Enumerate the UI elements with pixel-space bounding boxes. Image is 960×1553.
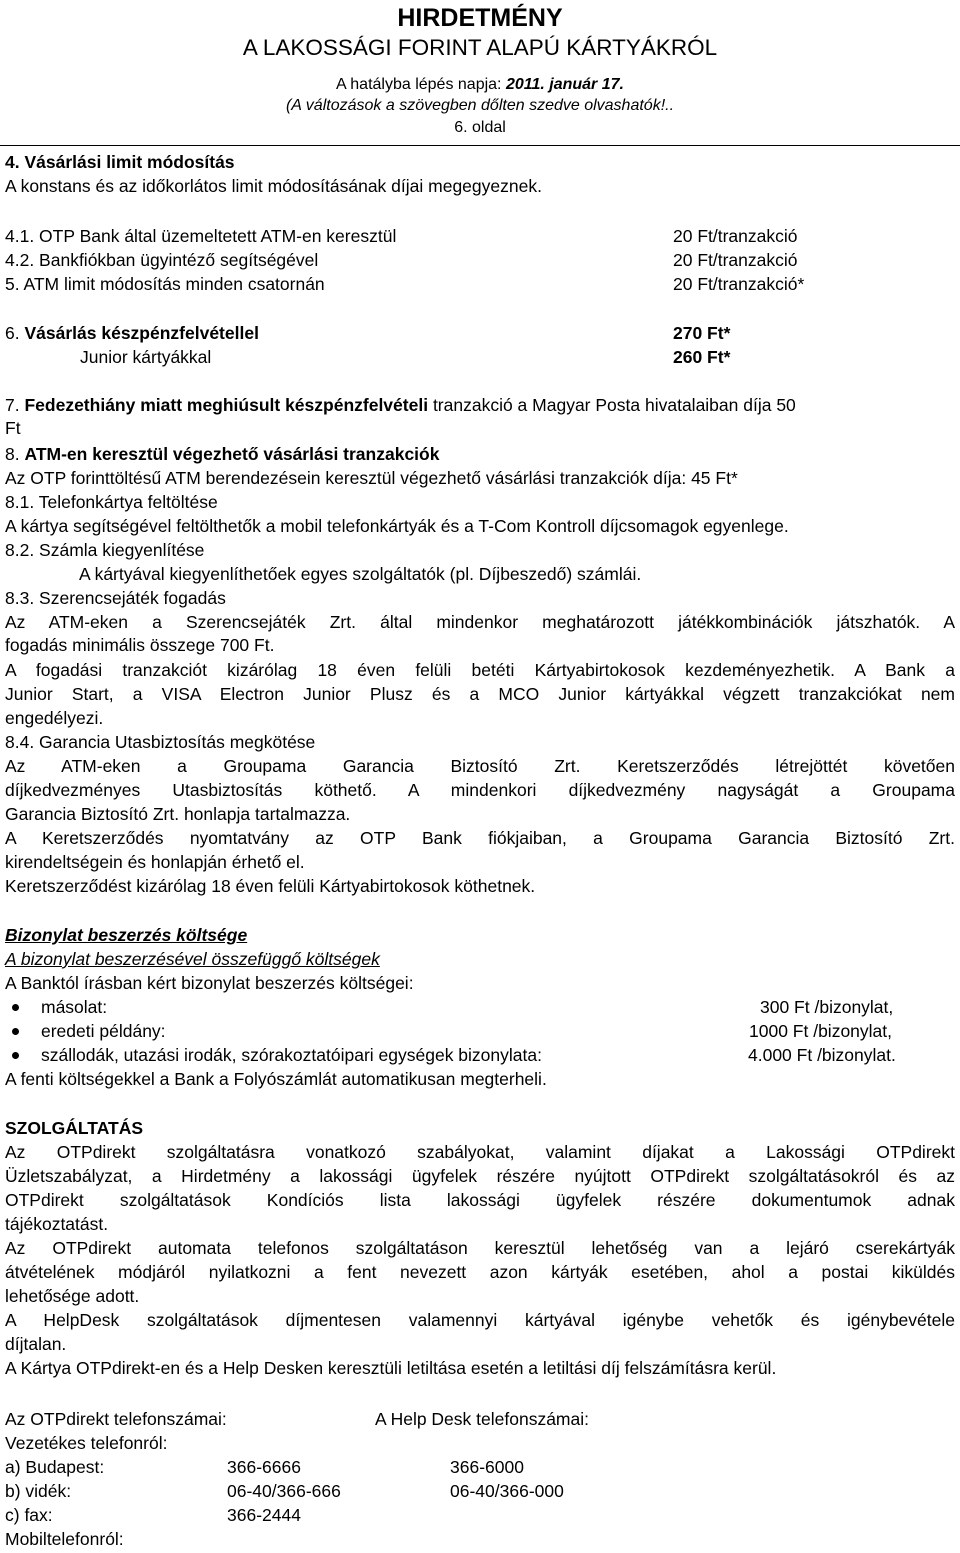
s7-bold-text: Fedezethiány miatt meghiúsult készpénzfelvételi <box>24 395 429 415</box>
effective-date-label: A hatályba lépés napja: <box>336 76 502 93</box>
s7-number: 7. <box>5 395 20 415</box>
s8-heading-line <box>5 443 439 465</box>
s4-heading: 4. Vásárlási limit módosítás <box>5 152 235 172</box>
receipt-subheading: A bizonylat beszerzésével összefüggő költségek <box>5 949 380 969</box>
s84-p2-line-1: A Keretszerződés nyomtatvány az OTP Bank fiókjaiban, a Groupama Garancia Biztosító Zrt. <box>5 828 955 848</box>
s83-p2-line-2: Junior Start, a VISA Electron Junior Plusz és a MCO Junior kártyákkal végzett tranzakciókat nem <box>5 684 955 704</box>
bullet-icon <box>12 1004 19 1011</box>
receipt-item-1-label: másolat: <box>41 997 108 1017</box>
phone-row-videk-help: 06-40/366-000 <box>450 1481 564 1501</box>
s8-description: Az OTP forinttöltésű ATM berendezésein keresztül végezhető vásárlási tranzakciók díja: 45 Ft* <box>5 468 738 488</box>
page-subtitle: A LAKOSSÁGI FORINT ALAPÚ KÁRTYÁKRÓL <box>242 35 718 60</box>
service-p1-line-1: Az OTPdirekt szolgáltatásra vonatkozó szabályokat, valamint díjakat a Lakossági OTPdirekt <box>5 1142 955 1162</box>
change-note-line <box>0 96 960 116</box>
service-p1-line-4: tájékoztatást. <box>5 1214 109 1234</box>
s6-value: 270 Ft* <box>673 323 731 343</box>
helpdesk-phones-header: A Help Desk telefonszámai: <box>375 1409 589 1429</box>
receipt-footer: A fenti költségekkel a Bank a Folyószámlát automatikusan megterheli. <box>5 1069 547 1089</box>
service-p1-line-2: Üzletszabályzat, a Hirdetmény a lakossági ügyfelek részére nyújtott OTPdirekt szolgáltatásokról és az <box>5 1166 955 1186</box>
s5-value: 20 Ft/tranzakció* <box>673 274 805 294</box>
service-p2-line-2: átvételének módjáról nyilatkozni a fent nevezett azon kártyák esetében, ahol a postai kiküldés <box>5 1262 955 1282</box>
receipt-item-3-label: szállodák, utazási irodák, szórakoztatóipari egységek bizonylata: <box>41 1045 542 1065</box>
s7-line-2: Ft <box>5 418 21 438</box>
s84-p1-line-3: Garancia Biztosító Zrt. honlapja tartalmazza. <box>5 804 351 824</box>
s83-heading: 8.3. Szerencsejáték fogadás <box>5 588 226 608</box>
s6-label-line <box>5 322 259 344</box>
service-p3-line-2: díjtalan. <box>5 1334 67 1354</box>
service-p3-line-1: A HelpDesk szolgáltatások díjmentesen valamennyi kártyával igénybe vehetők és igénybevétele <box>5 1310 955 1330</box>
bullet-icon <box>12 1052 19 1059</box>
s6-label: Vásárlás készpénzfelvétellel <box>24 323 259 343</box>
service-p2-line-3: lehetősége adott. <box>5 1286 140 1306</box>
phone-row-videk-label: b) vidék: <box>5 1481 72 1501</box>
change-note-suffix: . <box>669 97 675 114</box>
phone-row-fax-label: c) fax: <box>5 1505 53 1525</box>
phone-row-budapest-label: a) Budapest: <box>5 1457 105 1477</box>
s7-line <box>5 394 796 416</box>
otpdirekt-phones-header: Az OTPdirekt telefonszámai: <box>5 1409 227 1429</box>
page-title: HIRDETMÉNY <box>397 4 563 32</box>
phone-row-budapest-help: 366-6000 <box>450 1457 524 1477</box>
s4-row-1-label: 4.1. OTP Bank által üzemeltetett ATM-en keresztül <box>5 226 397 246</box>
change-note: (A változások a szövegben dőlten szedve olvashatók!. <box>285 97 670 114</box>
effective-date-line <box>0 75 960 95</box>
s4-description: A konstans és az időkorlátos limit módosításának díjai megegyeznek. <box>5 176 542 196</box>
s82-heading: 8.2. Számla kiegyenlítése <box>5 540 205 560</box>
s6-junior-label: Junior kártyákkal <box>80 347 212 367</box>
receipt-item-1-value: 300 Ft /bizonylat, <box>760 997 894 1017</box>
service-p1-line-3: OTPdirekt szolgáltatások Kondíciós lista lakossági ügyfelek részére dokumentumok adnak <box>5 1190 955 1210</box>
receipt-item-3-value: 4.000 Ft /bizonylat. <box>748 1045 896 1065</box>
phone-row-fax-otp: 366-2444 <box>227 1505 301 1525</box>
s81-heading: 8.1. Telefonkártya feltöltése <box>5 492 218 512</box>
s4-row-2-value: 20 Ft/tranzakció <box>673 250 798 270</box>
s81-text: A kártya segítségével feltölthetők a mobil telefonkártyák és a T-Com Kontroll díjcsomagok egyenlege. <box>5 516 789 536</box>
s82-text: A kártyával kiegyenlíthetőek egyes szolgáltatók (pl. Díjbeszedő) számlái. <box>79 564 642 584</box>
s84-p1-line-2: díjkedvezményes Utasbiztosítás köthető. A mindenkori díjkedvezmény nagyságát a Groupama <box>5 780 955 800</box>
phone-row-videk-otp: 06-40/366-666 <box>227 1481 341 1501</box>
phone-row-budapest-otp: 366-6666 <box>227 1457 301 1477</box>
bullet-icon <box>12 1028 19 1035</box>
receipt-intro: A Banktól írásban kért bizonylat beszerzés költségei: <box>5 973 414 993</box>
s84-p2-line-2: kirendeltségein és honlapján érhető el. <box>5 852 305 872</box>
s83-p1-line-1: Az ATM-eken a Szerencsejáték Zrt. által mindenkor meghatározott játékkombinációk játszhatók. A <box>5 612 955 632</box>
s84-heading: 8.4. Garancia Utasbiztosítás megkötése <box>5 732 316 752</box>
s8-number: 8. <box>5 444 20 464</box>
page-number: 6. oldal <box>454 119 506 136</box>
s83-p2-line-3: engedélyezi. <box>5 708 104 728</box>
s4-row-1-value: 20 Ft/tranzakció <box>673 226 798 246</box>
effective-date: 2011. január 17. <box>505 76 624 93</box>
s84-p3: Keretszerződést kizárólag 18 éven felüli Kártyabirtokosok köthetnek. <box>5 876 536 896</box>
service-p2-line-1: Az OTPdirekt automata telefonos szolgáltatáson keresztül lehetőség van a lejáró cserekártyák <box>5 1238 955 1258</box>
receipt-item-2-value: 1000 Ft /bizonylat, <box>749 1021 892 1041</box>
header-divider <box>0 145 960 146</box>
s4-row-2-label: 4.2. Bankfiókban ügyintéző segítségével <box>5 250 319 270</box>
landline-label: Vezetékes telefonról: <box>5 1433 168 1453</box>
receipt-heading: Bizonylat beszerzés költsége <box>5 925 248 945</box>
s83-p1-line-2: fogadás minimális összege 700 Ft. <box>5 635 275 655</box>
s5-label: 5. ATM limit módosítás minden csatornán <box>5 274 325 294</box>
s6-junior-value: 260 Ft* <box>673 347 731 367</box>
mobile-label: Mobiltelefonról: <box>5 1529 124 1549</box>
service-heading: SZOLGÁLTATÁS <box>5 1118 144 1138</box>
service-p4: A Kártya OTPdirekt-en és a Help Desken keresztüli letiltása esetén a letiltási díj felszámításra kerül. <box>5 1358 777 1378</box>
s84-p1-line-1: Az ATM-eken a Groupama Garancia Biztosító Zrt. Keretszerződés létrejöttét követően <box>5 756 955 776</box>
s6-number: 6. <box>5 323 20 343</box>
s83-p2-line-1: A fogadási tranzakciót kizárólag 18 éven felüli betéti Kártyabirtokosok kezdeményezhetik. A Bank a <box>5 660 955 680</box>
s8-heading: ATM-en keresztül végezhető vásárlási tranzakciók <box>24 444 440 464</box>
receipt-item-2-label: eredeti példány: <box>41 1021 166 1041</box>
s7-rest-text: tranzakció a Magyar Posta hivatalaiban díja 50 <box>432 395 796 415</box>
